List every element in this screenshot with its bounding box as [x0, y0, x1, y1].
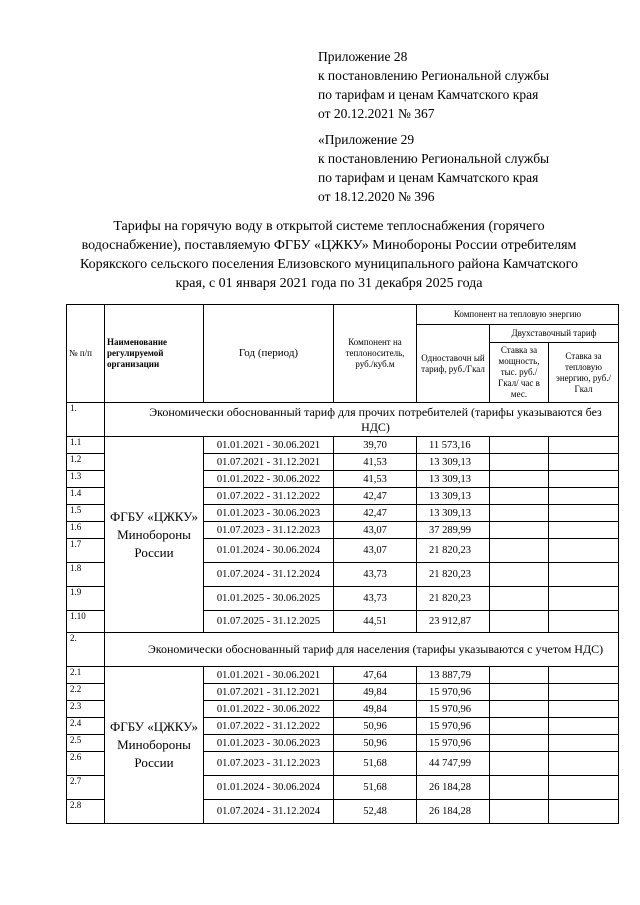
capacity-rate-cell	[490, 611, 549, 633]
carrier-cell: 42,47	[334, 505, 417, 522]
carrier-cell: 39,70	[334, 437, 417, 454]
energy-rate-cell	[549, 718, 619, 735]
row-number: 2.5	[67, 735, 105, 752]
capacity-rate-cell	[490, 701, 549, 718]
row-number: 2.1	[67, 667, 105, 684]
energy-rate-cell	[549, 563, 619, 587]
capacity-rate-cell	[490, 522, 549, 539]
capacity-rate-cell	[490, 454, 549, 471]
row-number: 1.10	[67, 611, 105, 633]
capacity-rate-cell	[490, 471, 549, 488]
section-row	[67, 633, 619, 667]
energy-rate-cell	[549, 522, 619, 539]
energy-rate-cell	[549, 471, 619, 488]
single-rate-cell: 23 912,87	[417, 611, 490, 633]
energy-rate-cell	[549, 539, 619, 563]
row-number: 2.2	[67, 684, 105, 701]
carrier-cell: 41,53	[334, 471, 417, 488]
row-number: 2.6	[67, 752, 105, 776]
annex-line: по тарифам и ценам Камчатского края	[318, 87, 539, 102]
carrier-cell: 42,47	[334, 488, 417, 505]
single-rate-cell: 13 309,13	[417, 471, 490, 488]
period-cell: 01.07.2022 - 31.12.2022	[204, 488, 334, 505]
period-cell: 01.07.2024 - 31.12.2024	[204, 563, 334, 587]
carrier-cell: 50,96	[334, 735, 417, 752]
energy-rate-cell	[549, 587, 619, 611]
section-number: 1.	[67, 403, 105, 437]
carrier-cell: 51,68	[334, 776, 417, 800]
carrier-cell: 49,84	[334, 701, 417, 718]
energy-rate-cell	[549, 701, 619, 718]
capacity-rate-cell	[490, 505, 549, 522]
row-number: 1.5	[67, 505, 105, 522]
period-cell: 01.01.2025 - 30.06.2025	[204, 587, 334, 611]
tariff-table	[66, 304, 619, 824]
section-title: Экономически обоснованный тариф для прочих потребителей (тарифы указываются без НДС)	[105, 403, 619, 437]
energy-rate-cell	[549, 800, 619, 824]
single-rate-cell: 15 970,96	[417, 718, 490, 735]
annex-line: «Приложение 29	[318, 132, 415, 147]
carrier-cell: 41,53	[334, 454, 417, 471]
row-number: 1.2	[67, 454, 105, 471]
single-rate-cell: 13 309,13	[417, 488, 490, 505]
organization-name: ФГБУ «ЦЖКУ» Минобороны России	[105, 667, 204, 824]
capacity-rate-cell	[490, 752, 549, 776]
table-row	[67, 437, 619, 454]
annex-line: Приложение 28	[318, 49, 408, 64]
period-cell: 01.07.2021 - 31.12.2021	[204, 684, 334, 701]
annex-line: от 20.12.2021 № 367	[318, 106, 435, 121]
capacity-rate-cell	[490, 667, 549, 684]
row-number: 2.8	[67, 800, 105, 824]
single-rate-cell: 13 309,13	[417, 505, 490, 522]
energy-rate-cell	[549, 752, 619, 776]
period-cell: 01.07.2021 - 31.12.2021	[204, 454, 334, 471]
section-title: Экономически обоснованный тариф для населения (тарифы указываются с учетом НДС)	[105, 633, 619, 667]
single-rate-cell: 13 309,13	[417, 454, 490, 471]
energy-rate-cell	[549, 776, 619, 800]
header-two-part: Двухставочный тариф	[490, 325, 619, 343]
table-body	[67, 305, 619, 824]
header-num: № п/п	[67, 305, 105, 403]
period-cell: 01.07.2022 - 31.12.2022	[204, 718, 334, 735]
carrier-cell: 49,84	[334, 684, 417, 701]
single-rate-cell: 11 573,16	[417, 437, 490, 454]
carrier-cell: 43,73	[334, 587, 417, 611]
single-rate-cell: 21 820,23	[417, 563, 490, 587]
row-number: 2.3	[67, 701, 105, 718]
carrier-cell: 43,07	[334, 539, 417, 563]
period-cell: 01.01.2022 - 30.06.2022	[204, 471, 334, 488]
capacity-rate-cell	[490, 776, 549, 800]
row-number: 1.9	[67, 587, 105, 611]
single-rate-cell: 21 820,23	[417, 539, 490, 563]
single-rate-cell: 15 970,96	[417, 684, 490, 701]
annex-line: к постановлению Региональной службы	[318, 151, 550, 166]
carrier-cell: 43,73	[334, 563, 417, 587]
row-number: 2.4	[67, 718, 105, 735]
capacity-rate-cell	[490, 563, 549, 587]
energy-rate-cell	[549, 454, 619, 471]
single-rate-cell: 26 184,28	[417, 800, 490, 824]
period-cell: 01.01.2024 - 30.06.2024	[204, 776, 334, 800]
carrier-cell: 43,07	[334, 522, 417, 539]
header-single: Одноставочн ый тариф, руб./Гкал	[417, 325, 490, 403]
period-cell: 01.01.2021 - 30.06.2021	[204, 437, 334, 454]
single-rate-cell: 15 970,96	[417, 701, 490, 718]
period-cell: 01.01.2023 - 30.06.2023	[204, 735, 334, 752]
energy-rate-cell	[549, 684, 619, 701]
carrier-cell: 44,51	[334, 611, 417, 633]
capacity-rate-cell	[490, 488, 549, 505]
period-cell: 01.07.2025 - 31.12.2025	[204, 611, 334, 633]
capacity-rate-cell	[490, 587, 549, 611]
row-number: 1.1	[67, 437, 105, 454]
row-number: 1.4	[67, 488, 105, 505]
carrier-cell: 47,64	[334, 667, 417, 684]
single-rate-cell: 44 747,99	[417, 752, 490, 776]
document-title: Тарифы на горячую воду в открытой системе теплоснабжения (горячего водоснабжение), поставляемую ФГБУ «ЦЖКУ» Минобороны России отребителям Корякского сельского поселения Елизовского муниципального района Камчатского края, с 01 января 2021 года по 31 декабря 2025 года	[79, 219, 579, 291]
period-cell: 01.01.2024 - 30.06.2024	[204, 539, 334, 563]
section-number: 2.	[67, 633, 105, 667]
single-rate-cell: 26 184,28	[417, 776, 490, 800]
capacity-rate-cell	[490, 800, 549, 824]
carrier-cell: 51,68	[334, 752, 417, 776]
energy-rate-cell	[549, 488, 619, 505]
energy-rate-cell	[549, 611, 619, 633]
annex-line: по тарифам и ценам Камчатского края	[318, 170, 539, 185]
single-rate-cell: 37 289,99	[417, 522, 490, 539]
row-number: 1.8	[67, 563, 105, 587]
organization-name: ФГБУ «ЦЖКУ» Минобороны России	[105, 437, 204, 633]
capacity-rate-cell	[490, 539, 549, 563]
annex-current	[318, 47, 549, 123]
header-capacity: Ставка за мощность, тыс. руб./Гкал/ час в мес.	[490, 343, 549, 403]
header-carrier: Компонент на теплоноситель, руб./куб.м	[334, 305, 417, 403]
header-period: Год (период)	[204, 305, 334, 403]
capacity-rate-cell	[490, 684, 549, 701]
row-number: 2.7	[67, 776, 105, 800]
section-row	[67, 403, 619, 437]
energy-rate-cell	[549, 667, 619, 684]
single-rate-cell: 15 970,96	[417, 735, 490, 752]
header-thermal: Компонент на тепловую энергию	[417, 305, 619, 325]
capacity-rate-cell	[490, 735, 549, 752]
energy-rate-cell	[549, 437, 619, 454]
period-cell: 01.07.2023 - 31.12.2023	[204, 522, 334, 539]
header-org: Наименование регулируемой организации	[105, 305, 204, 403]
period-cell: 01.07.2024 - 31.12.2024	[204, 800, 334, 824]
period-cell: 01.01.2023 - 30.06.2023	[204, 505, 334, 522]
period-cell: 01.07.2023 - 31.12.2023	[204, 752, 334, 776]
carrier-cell: 52,48	[334, 800, 417, 824]
carrier-cell: 50,96	[334, 718, 417, 735]
row-number: 1.3	[67, 471, 105, 488]
row-number: 1.6	[67, 522, 105, 539]
header-energy: Ставка за тепловую энергию, руб./Гкал	[549, 343, 619, 403]
period-cell: 01.01.2021 - 30.06.2021	[204, 667, 334, 684]
table-row	[67, 667, 619, 684]
energy-rate-cell	[549, 505, 619, 522]
capacity-rate-cell	[490, 718, 549, 735]
single-rate-cell: 13 887,79	[417, 667, 490, 684]
annex-line: от 18.12.2020 № 396	[318, 189, 435, 204]
annex-original	[318, 130, 549, 206]
single-rate-cell: 21 820,23	[417, 587, 490, 611]
energy-rate-cell	[549, 735, 619, 752]
annex-line: к постановлению Региональной службы	[318, 68, 550, 83]
capacity-rate-cell	[490, 437, 549, 454]
row-number: 1.7	[67, 539, 105, 563]
period-cell: 01.01.2022 - 30.06.2022	[204, 701, 334, 718]
